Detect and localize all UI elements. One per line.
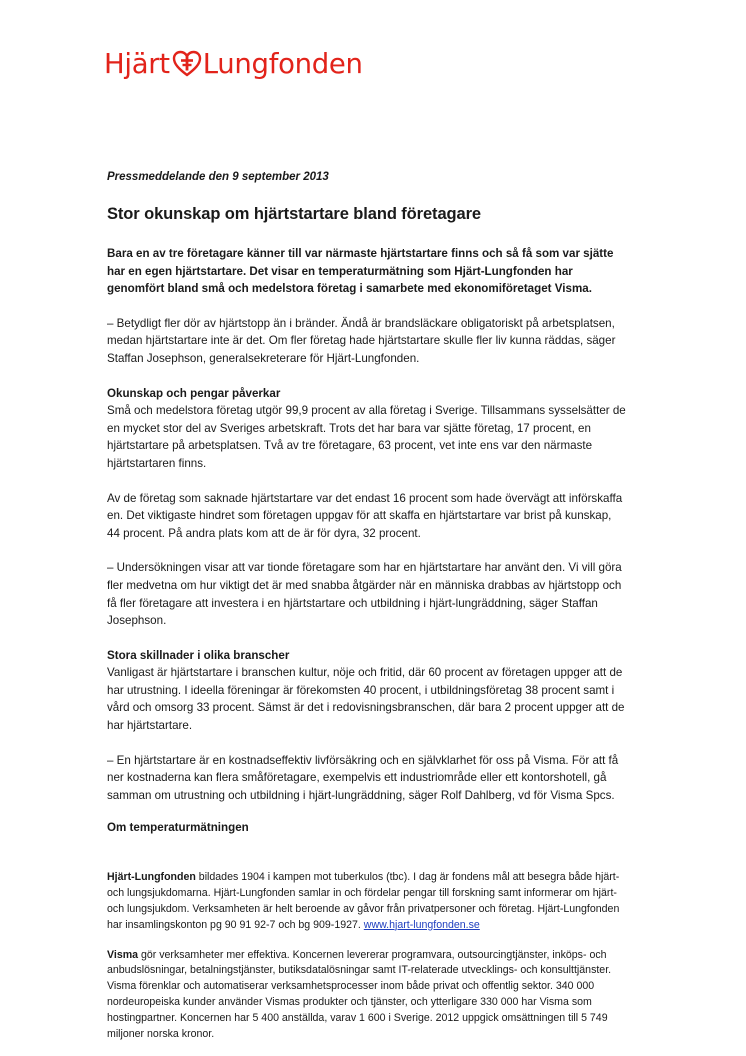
- body-paragraph: Av de företag som saknade hjärtstartare var det endast 16 procent som hade övervägt att införskaffa en. Det viktigaste hindret som företagen uppgav för att skaffa en hjärtstartare var brist på kunskap, 44 procent. På andra plats kom att de är för dyra, 32 procent.: [107, 491, 623, 540]
- org-name: Hjärt-Lungfonden: [107, 871, 196, 884]
- quote-paragraph: – En hjärtstartare är en kostnadseffektiv livförsäkring och en självklarhet för oss på Visma. För att få ner kostnaderna kan flera småföretagare, exempelvis ett industriområde eller ett kontorshotell, gå samman om utrustning och utbildning i hjärt-lungräddning, säger Rolf Dahlberg, vd för Visma Spcs.: [107, 753, 619, 802]
- dateline: Pressmeddelande den 9 september 2013: [107, 171, 329, 183]
- quote-paragraph: – Betydligt fler dör av hjärtstopp än i bränder. Ändå är brandsläckare obligatoriskt på arbetsplatsen, medan hjärtstartare inte är det. Om fler företag hade hjärtstartare skulle fler liv kunna räddas, säger Staffan Josephson, generalsekreterare för Hjärt-Lungfonden.: [107, 316, 616, 365]
- body-paragraph: Vanligast är hjärtstartare i branschen kultur, nöje och fritid, där 60 procent av företagen uppger att de har utrustning. I ideella föreningar är förekomsten 40 procent, i utbildningsföretag 38 procent samt i vård och omsorg 33 procent. Sämst är det i redovisningsbranschen, där bara 2 procent uppger att de har hjärtstartare.: [107, 666, 625, 733]
- org-name: Visma: [107, 948, 139, 961]
- press-release: [107, 171, 627, 1056]
- logo: [104, 44, 363, 84]
- body-paragraph: Små och medelstora företag utgör 99,9 procent av alla företag i Sverige. Tillsammans sysselsätter de en mycket stor del av Sveriges arbetskraft. Trots det har bara var sjätte företag, 17 procent, en hjärtstartare på arbetsplatsen. Två av tre företagare, 63 procent, vet inte ens var den närmaste hjärtstartaren finns.: [107, 404, 626, 470]
- headline: Stor okunskap om hjärtstartare bland företagare: [107, 205, 481, 223]
- about-visma: [107, 948, 627, 1043]
- lead-paragraph: Bara en av tre företagare känner till var närmaste hjärtstartare finns och så få som var sjätte har en egen hjärtstartare. Det visar en temperaturmätning som Hjärt-Lungfonden har genomfört bland små och medelstora företag i samarbete med ekonomiföretaget Visma.: [107, 247, 614, 296]
- website-link[interactable]: www.hjart-lungfonden.se: [363, 918, 480, 931]
- about-hjart-lungfonden: [107, 870, 627, 933]
- section-heading: Stora skillnader i olika branscher: [107, 648, 290, 662]
- quote-paragraph: – Undersökningen visar att var tionde företagare som har en hjärtstartare har använt den. Vi vill göra fler medvetna om hur viktigt det är med snabba åtgärder när en människa drabbas av hjärtstopp och få fler företagare att investera i en hjärtstartare och utbildning i hjärt-lungräddning, säger Staffan Josephson.: [107, 561, 622, 628]
- heart-cross-icon: [172, 49, 202, 79]
- about-text: bildades 1904 i kampen mot tuberkulos (tbc). I dag är fondens mål att besegra både hjärt- och lungsjukdomarna. Hjärt-Lungfonden samlar in och fördelar pengar till forskning samt informerar om hjärt- och lungsjukdom. Verksamheten är helt beroende av gåvor från privatpersoner och företag. Hjärt-Lungfonden har insamlingskonton pg 90 91 92-7 och bg 909-1927.: [107, 871, 620, 931]
- logo-text-hjart: Hjärt: [104, 48, 170, 80]
- section-heading: Okunskap och pengar påverkar: [107, 386, 281, 400]
- logo-text-lungfonden: Lungfonden: [202, 48, 363, 80]
- section-heading: Om temperaturmätningen: [107, 821, 249, 835]
- about-text: gör verksamheter mer effektiva. Koncernen levererar programvara, outsourcingtjänster, inköps- och anbudslösningar, betalningstjänster, butiksdatalösningar samt IT-relaterade utvecklings- och konsulttjänster. Visma förenklar och automatiserar verksamhetsprocesser inom både privat och offentlig sektor. 340 000 nordeuropeiska kunder använder Vismas produkter och tjänster, och ytterligare 330 000 har Visma som hostingpartner. Koncernen har 5 400 anställda, varav 1 600 i Sverige. 2012 uppgick omsättningen till 5 749 miljoner norska kronor.: [107, 948, 612, 1040]
